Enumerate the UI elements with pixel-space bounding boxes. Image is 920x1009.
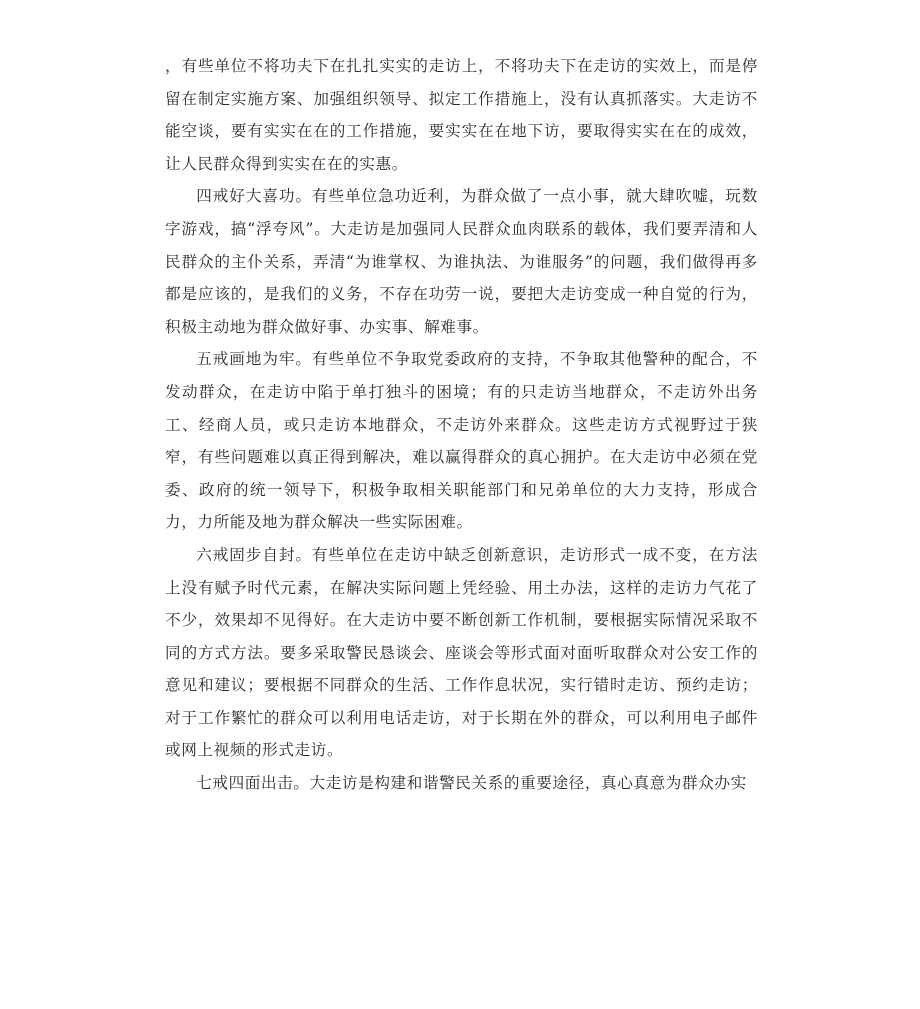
paragraph-5: 七戒四面出击。大走访是构建和谐警民关系的重要途径，真心真意为群众办实 — [196, 774, 747, 793]
paragraph-4: 六戒固步自封。有些单位在走访中缺乏创新意识，走访形式一成不变，在方法上没有赋予时代元素，在解决实际问题上凭经验、用土办法，这样的走访力气花了不少，效果却不见得好。在大走访中要不断创新工作机制，要根据实际情况采取不同的方式方法。要多采取警民恳谈会、座谈会等形式面对面听取群众对公安工作的意见和建议；要根据不同群众的生活、工作作息状况，实行错时走访、预约走访；对于工作繁忙的群众可以利用电话走访，对于长期在外的群众，可以利用电子邮件或网上视频的形式走访。 — [165, 545, 758, 760]
paragraph-1: ，有些单位不将功夫下在扎扎实实的走访上，不将功夫下在走访的实效上，而是停留在制定实施方案、加强组织领导、拟定工作措施上，没有认真抓落实。大走访不能空谈，要有实实在在的工作措施，要实实在在地下访，要取得实实在在的成效，让人民群众得到实实在在的实惠。 — [165, 57, 758, 173]
paragraph-3: 五戒画地为牢。有些单位不争取党委政府的支持，不争取其他警种的配合，不发动群众，在走访中陷于单打独斗的困境；有的只走访当地群众，不走访外出务工、经商人员，或只走访本地群众，不走访外来群众。这些走访方式视野过于狭窄，有些问题难以真正得到解决，难以赢得群众的真心拥护。在大走访中必须在党委、政府的统一领导下，积极争取相关职能部门和兄弟单位的大力支持，形成合力，力所能及地为群众解决一些实际困难。 — [165, 350, 758, 532]
paragraph-2: 四戒好大喜功。有些单位急功近利，为群众做了一点小事，就大肆吹嘘，玩数字游戏，搞“浮夸风”。大走访是加强同人民群众血肉联系的载体，我们要弄清和人民群众的主仆关系，弄清“为谁掌权、为谁执法、为谁服务”的问题，我们做得再多都是应该的，是我们的义务，不存在功劳一说，要把大走访变成一种自觉的行为，积极主动地为群众做好事、办实事、解难事。 — [165, 187, 758, 336]
document-body — [165, 50, 758, 800]
